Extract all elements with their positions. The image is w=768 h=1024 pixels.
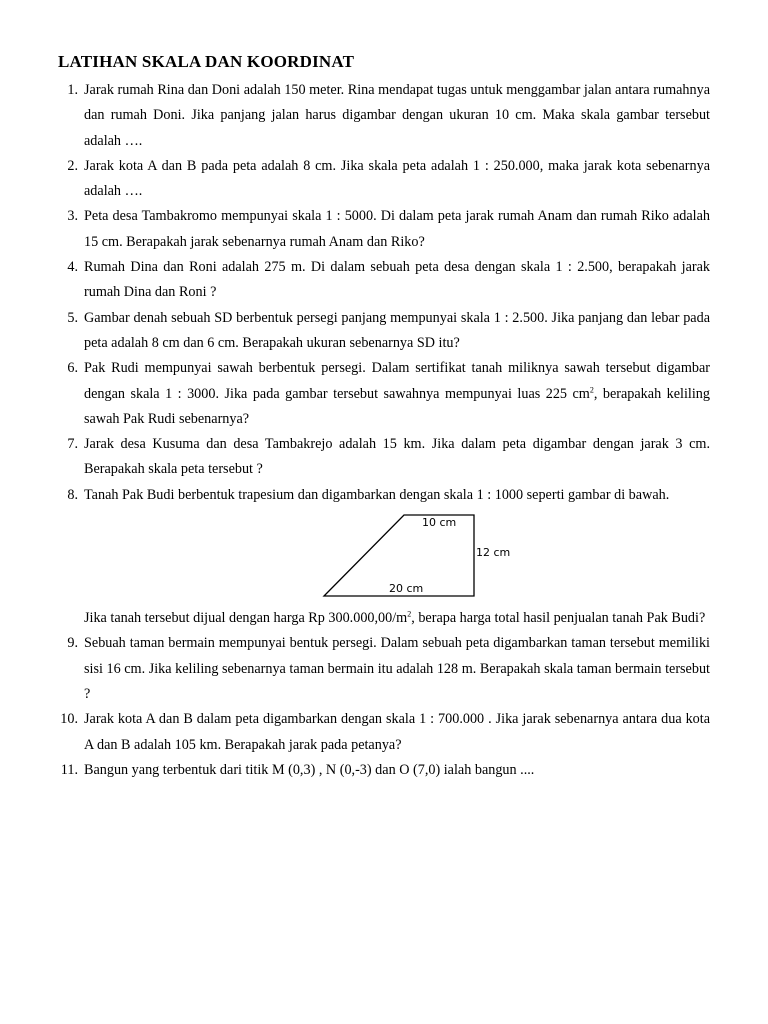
page-title: LATIHAN SKALA DAN KOORDINAT	[58, 52, 355, 71]
question-11	[58, 758, 710, 783]
question-text-cont: , berapa harga total hasil penjualan tanah Pak Budi?	[411, 610, 706, 627]
trapezoid-figure	[84, 512, 710, 606]
question-text: Jika tanah tersebut dijual dengan harga Rp 300.000,00/m	[84, 610, 408, 627]
label-top: 10 cm	[422, 516, 457, 530]
question-text: Pak Rudi mempunyai sawah berbentuk persegi. Dalam sertifikat tanah miliknya sawah tersebut digambar dengan skala 1 : 3000. Jika pada gambar tersebut sawahnya mempunyai luas 225 cm	[84, 360, 710, 402]
question-list	[58, 78, 710, 783]
question-text: Rumah Dina dan Roni adalah 275 m. Di dalam sebuah peta desa dengan skala 1 : 2.500, berapakah jarak rumah Dina dan Roni ?	[84, 259, 710, 301]
question-9	[58, 631, 710, 707]
question-10	[58, 707, 710, 758]
question-1	[58, 78, 710, 154]
question-text: Jarak rumah Rina dan Doni adalah 150 meter. Rina mendapat tugas untuk menggambar jalan antara rumahnya dan rumah Doni. Jika panjang jalan harus digambar dengan ukuran 10 cm. Maka skala gambar tersebut adalah ….	[84, 82, 710, 149]
question-4	[58, 255, 710, 306]
question-text-cont: , berapakah keliling sawah Pak Rudi sebenarnya?	[84, 385, 710, 427]
question-text: Peta desa Tambakromo mempunyai skala 1 : 5000. Di dalam peta jarak rumah Anam dan rumah Riko adalah 15 cm. Berapakah jarak sebenarnya rumah Anam dan Riko?	[84, 208, 710, 250]
question-number: 1.	[67, 82, 78, 98]
superscript: 2	[589, 384, 594, 394]
question-text: Gambar denah sebuah SD berbentuk persegi panjang mempunyai skala 1 : 2.500. Jika panjang dan lebar pada peta adalah 8 cm dan 6 cm. Berapakah ukuran sebenarnya SD itu?	[84, 309, 710, 351]
question-number: 6.	[67, 360, 78, 377]
question-text: Tanah Pak Budi berbentuk trapesium dan digambarkan dengan skala 1 : 1000 seperti gambar di bawah.	[84, 486, 670, 503]
question-number: 3.	[67, 208, 78, 225]
question-number: 8.	[67, 486, 78, 503]
question-3	[58, 204, 710, 255]
question-text: Jarak kota A dan B dalam peta digambarkan dengan skala 1 : 700.000 . Jika jarak sebenarnya antara dua kota A dan B adalah 105 km. Berapakah jarak pada petanya?	[84, 711, 710, 753]
question-number: 9.	[67, 635, 78, 652]
question-number: 2.	[67, 157, 78, 174]
question-6	[58, 356, 710, 432]
question-text: Jarak kota A dan B pada peta adalah 8 cm. Jika skala peta adalah 1 : 250.000, maka jarak kota sebenarnya adalah ….	[84, 157, 710, 200]
trapezoid-diagram	[322, 512, 522, 606]
question-2	[58, 154, 710, 205]
question-number: 10.	[60, 711, 78, 728]
question-5	[58, 306, 710, 357]
question-text: Bangun yang terbentuk dari titik M (0,3) , N (0,-3) dan O (7,0) ialah bangun ....	[84, 761, 535, 778]
question-number: 4.	[67, 259, 78, 276]
question-number: 7.	[67, 436, 78, 453]
label-bottom: 20 cm	[389, 582, 424, 596]
question-number: 5.	[67, 309, 78, 326]
question-7	[58, 432, 710, 483]
question-text: Jarak desa Kusuma dan desa Tambakrejo adalah 15 km. Jika dalam peta digambar dengan jarak 3 cm. Berapakah skala peta tersebut ?	[84, 436, 710, 478]
question-text: Sebuah taman bermain mempunyai bentuk persegi. Dalam sebuah peta digambarkan taman tersebut memiliki sisi 16 cm. Jika keliling sebenarnya taman bermain itu adalah 128 m. Berapakah skala taman bermain tersebut ?	[84, 635, 710, 702]
label-right: 12 cm	[476, 546, 511, 560]
superscript: 2	[407, 609, 412, 619]
question-number: 11.	[60, 761, 78, 778]
question-8-continuation	[84, 606, 710, 631]
question-8	[58, 483, 710, 632]
